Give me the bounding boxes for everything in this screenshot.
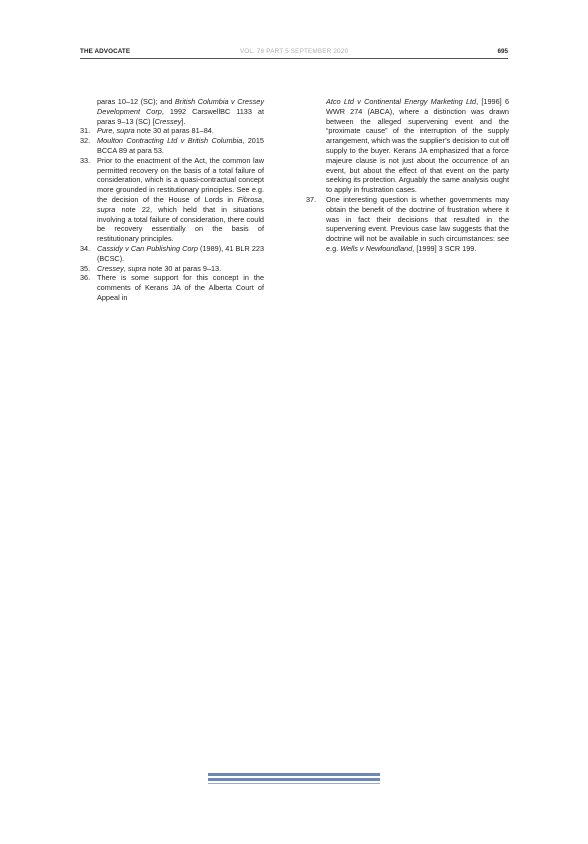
footnote-32: 32. Moulton Contracting Ltd v British Columbia, 2015 BCCA 89 at para 53. bbox=[80, 136, 264, 155]
footnote-36: 36. There is some support for this concept in the comments of Kerans JA of the Alberta Court of Appeal in bbox=[80, 273, 264, 302]
footnote-35: 35. Cressey, supra note 30 at paras 9–13. bbox=[80, 263, 222, 273]
running-header bbox=[80, 46, 508, 58]
footer-decoration-bar bbox=[208, 773, 380, 776]
footer-decoration-bar bbox=[208, 783, 380, 784]
footnotes-right-column bbox=[306, 97, 509, 254]
footnote-33: 33. Prior to the enactment of the Act, the common law permitted recovery on the basis of a total failure of consideration, which is a quasi-contractual concept more grounded in restitutionary principles. See e.g. the decision of the House of Lords in Fibrosa, supra note 22, which held that in situations involving a total failure of consideration, there could be recovery essentially on the basis of restitutionary principles. bbox=[80, 155, 264, 244]
footnotes-left-column bbox=[80, 97, 264, 303]
footnote-31: 31. Pure, supra note 30 at paras 81–84. bbox=[80, 126, 214, 136]
footnote-continuation: paras 10–12 (SC); and British Columbia v Cressey Development Corp, 1992 CarswellBC 1133 at paras 9–13 (SC) [Cressey]. bbox=[97, 97, 264, 126]
page-number: 695 bbox=[497, 48, 508, 55]
issue-info: VOL. 78 PART 5 SEPTEMBER 2020 bbox=[239, 48, 349, 55]
footnote-36-continuation: Atco Ltd v Continental Energy Marketing Ltd, [1996] 6 WWR 274 (ABCA), where a distinction was drawn between the alleged supervening event and the “proximate cause” of the interruption of the supply arrangement, which was the supplier’s decision to cut off supply to the buyer. Kerans JA emphasized that a force majeure clause is not just about the occurrence of an event, but about the effect of that event on the party seeking its protection. Arguably the same analysis ought to apply in frustration cases. bbox=[326, 97, 509, 195]
footer-decoration-bar bbox=[208, 778, 380, 781]
footnote-37: 37. One interesting question is whether governments may obtain the benefit of the doctrine of frustration where it was in fact their decisions that resulted in the supervening event. Previous case law suggests that the doctrine will not be available in such circumstances: see e.g. Wells v Newfoundland, [1999] 3 SCR 199. bbox=[306, 194, 509, 253]
journal-title: THE ADVOCATE bbox=[80, 48, 131, 55]
footnote-34: 34. Cassidy v Can Publishing Corp (1989), 41 BLR 223 (BCSC). bbox=[80, 243, 264, 263]
header-rule bbox=[80, 58, 508, 59]
